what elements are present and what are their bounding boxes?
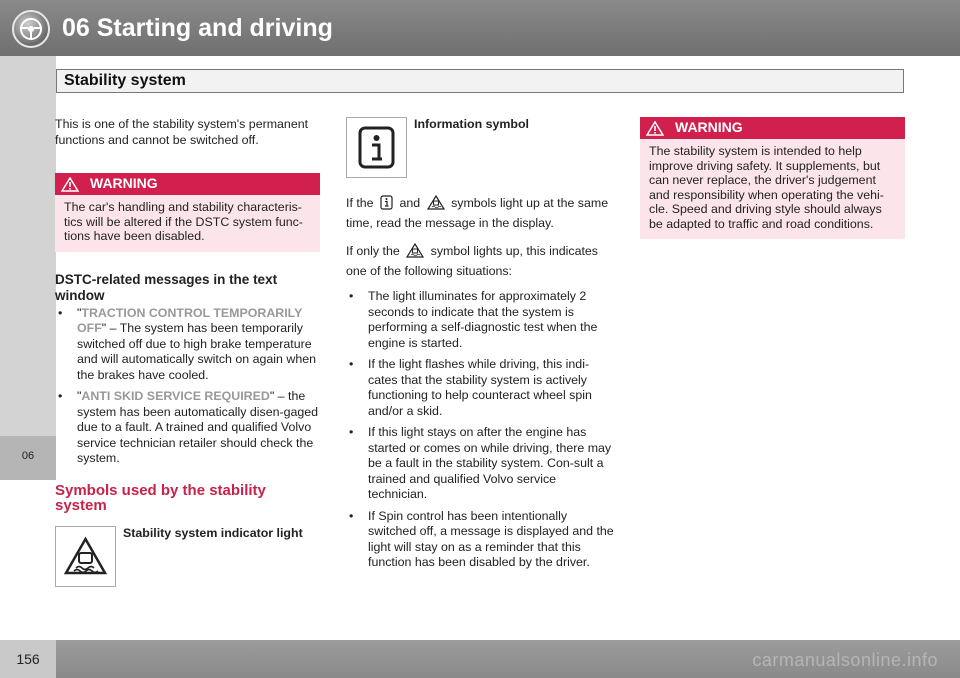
list-item: • The light illuminates for approximately 2 seconds to indicate that the system is performing a self-diagnostic test when the engine is started.: [346, 289, 614, 351]
paragraph-both-symbols: [346, 193, 614, 233]
warning-header: [640, 117, 905, 139]
chapter-tab-number: 06: [21, 450, 35, 462]
section-bar: [56, 69, 904, 93]
message-description: " – The system has been temporarily switched off due to high brake temperature and will automatically switch on again when the brakes have cooled.: [77, 321, 316, 382]
dstc-message-list: [55, 306, 320, 467]
chapter-sidebar: [0, 56, 56, 480]
info-inline-icon: [380, 195, 393, 210]
warning-box-2: [640, 117, 905, 239]
page-number-box: [0, 640, 56, 678]
page-footer: [0, 640, 960, 678]
list-item: • If the light flashes while driving, this indi-cates that the stability system is actively functioning to help counteract wheel spin and/or a skid.: [346, 357, 614, 419]
steering-wheel-logo-icon: [12, 10, 50, 48]
text: and: [399, 196, 421, 210]
message-code: TRACTION CONTROL TEMPORARILY OFF: [77, 305, 303, 335]
symbols-heading: Symbols used by the stability system: [55, 481, 266, 514]
warning-text: The stability system is intended to help improve driving safety. It supplements, but can never replace, the driver's judgement and responsibility when operating the vehi-cle. Speed and driving style should always be adapted to traffic and road conditions.: [649, 144, 884, 231]
indicator-caption: Stability system indicator light: [123, 525, 303, 540]
list-item: • "ANTI SKID SERVICE REQUIRED" – the system has been automatically disen-gaged due to a fault. A trained and qualified Volvo service technician retailer should check the system.: [55, 389, 320, 467]
text: If the: [346, 196, 374, 210]
warning-box-1: [55, 173, 320, 252]
chapter-header: [0, 0, 960, 56]
watermark: carmanualsonline.info: [752, 650, 938, 670]
paragraph-only-stability: [346, 241, 614, 281]
column-3: [640, 117, 905, 239]
stability-indicator-icon: [55, 526, 116, 587]
indicator-symbol-row: [55, 526, 320, 588]
list-item: • If Spin control has been intentionally switched off, a message is displayed and the light will stay on as a reminder that this function has been disabled by the driver.: [346, 509, 614, 571]
message-description: " – the system has been automatically disen-gaged due to a fault. A trained and qualified Volvo service technician retailer should check the system.: [77, 389, 319, 465]
chapter-title: 06 Starting and driving: [62, 14, 333, 42]
warning-triangle-icon: [646, 121, 664, 136]
page-number: 156: [16, 651, 40, 667]
chapter-tab: [0, 436, 56, 480]
warning-header: [55, 173, 320, 195]
text: symbol lights up, this indicates one of the following situations:: [346, 244, 598, 278]
info-symbol-row: [346, 117, 614, 181]
warning-text: The car's handling and stability characteris-tics will be altered if the DSTC system func-tions have been disabled.: [64, 200, 303, 243]
section-title: Stability system: [64, 72, 186, 89]
warning-title: WARNING: [675, 119, 743, 135]
intro-paragraph: This is one of the stability system's permanent functions and cannot be switched off.: [55, 117, 309, 147]
text: If only the: [346, 244, 400, 258]
information-symbol-icon: [346, 117, 407, 178]
text: symbols light up at the same time, read the message in the display.: [346, 196, 609, 230]
info-caption: Information symbol: [414, 117, 529, 131]
column-1: [55, 117, 320, 588]
list-item: • "TRACTION CONTROL TEMPORARILY OFF" – The system has been temporarily switched off due to high brake temperature and will automatically switch on again when the brakes have cooled.: [55, 306, 320, 384]
stability-inline-icon: [406, 243, 424, 258]
list-item: • If this light stays on after the engine has started or comes on while driving, there may be a fault in the stability system. Con-sult a trained and qualified Volvo service technician.: [346, 425, 614, 503]
situation-list: [346, 289, 614, 571]
message-code: ANTI SKID SERVICE REQUIRED: [81, 389, 270, 403]
warning-title: WARNING: [90, 175, 158, 191]
column-2: [346, 117, 614, 577]
stability-inline-icon: [427, 195, 445, 210]
warning-triangle-icon: [61, 177, 79, 192]
dstc-messages-heading: DSTC-related messages in the text window: [55, 271, 278, 303]
